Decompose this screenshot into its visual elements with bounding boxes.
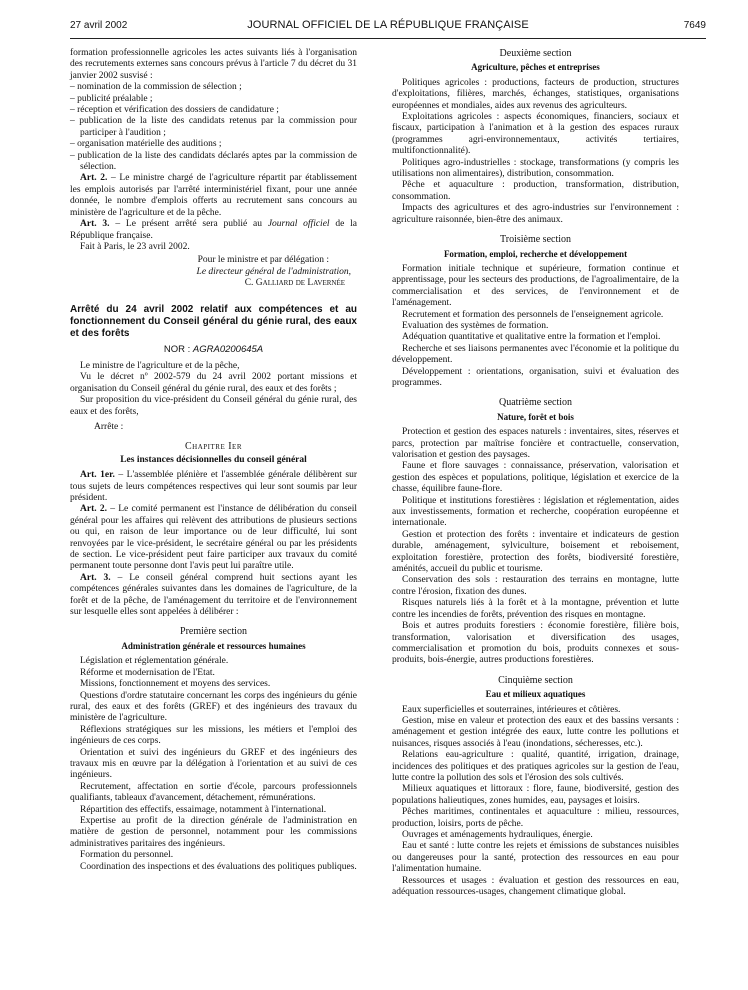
section-item: Recrutement et formation des personnels de l'enseignement agricole. (402, 309, 664, 320)
article-3-paragraph (70, 219, 357, 242)
page-header (70, 18, 706, 34)
article-1-paragraph (70, 470, 357, 504)
section-item: Pêche et aquaculture : production, transformation, distribution, consommation. (392, 180, 679, 202)
section-2-title: Agriculture, pêches et entreprises (471, 62, 600, 73)
header-rule (70, 38, 706, 39)
section-item: Faune et flore sauvages : connaissance, préservation, valorisation et gestion des espèces et populations, politique, législation et exercice de la chasse, équilibre faune-flore. (392, 461, 679, 495)
section-item: Coordination des inspections et des évaluations des politiques publiques. (80, 861, 357, 872)
header-journal-title: JOURNAL OFFICIEL DE LA RÉPUBLIQUE FRANÇAISE (247, 19, 529, 31)
section-item: Protection et gestion des espaces naturels : inventaires, sites, réserves et parcs, protection par maîtrise foncière et contractuelle, conservation, valorisation et gestion des paysages. (392, 427, 679, 460)
article-3-pre: – Le présent arrêté sera publié au (109, 219, 268, 230)
section-item: Formation initiale technique et supérieure, formation continue et apprentissage, pour les secteurs des productions, de l'agroalimentaire, de la commercialisation et des services, de l'environnement et de l'aménagement. (392, 263, 679, 309)
chapter-title: Les instances décisionnelles du conseil général (120, 454, 307, 465)
signature-name: C. Galliard de Lavernée (244, 278, 345, 289)
preamble (70, 361, 357, 418)
section-item: Impacts des agricultures et des agro-industries sur l'environnement : agriculture raisonnée, bien-être des animaux. (392, 203, 679, 225)
preamble-paragraph: Le ministre de l'agriculture et de la pêche, (80, 360, 240, 371)
section-item: Politiques agricoles : productions, facteurs de production, structures d'exploitations, filières, marchés, échanges, statistiques, organisations européennes et mondiales, aides aux revenus des agriculteurs. (392, 77, 679, 111)
section-item: Législation et réglementation générale. (80, 656, 229, 667)
section-item: Eau et santé : lutte contre les rejets et émissions de substances nuisibles ou dangereuses pour la santé, protection des ressources en eau pour l'alimentation humaine. (392, 841, 679, 875)
fait-a-paris: Fait à Paris, le 23 avril 2002. (80, 241, 190, 252)
section-item: Ouvrages et aménagements hydrauliques, énergie. (402, 830, 593, 840)
header-page-number: 7649 (683, 20, 706, 31)
section-item: Orientation et suivi des ingénieurs du GREF et des ingénieurs des travaux mis en œuvre par la délégation à l'orientation et au suivi de ces ingénieurs. (70, 747, 357, 781)
section-5-list (392, 705, 679, 899)
section-3-list (392, 264, 679, 389)
signature-line-1: Pour le ministre et par délégation : (197, 255, 329, 266)
arrete-verb: Arrête : (94, 421, 124, 432)
section-4-heading: Quatrième section (498, 397, 573, 409)
nor-reference (70, 344, 357, 355)
dash-list-item: – réception et vérification des dossiers de candidature ; (70, 105, 279, 116)
preamble-paragraph: Sur proposition du vice-président du Conseil général du génie rural, des eaux et des forêts, (70, 395, 357, 417)
section-3-title: Formation, emploi, recherche et développement (443, 248, 628, 259)
section-item: Gestion et protection des forêts : inventaire et indicateurs de gestion durable, aménagement, sylviculture, boisement et reboisement, exploitation forestière, protection des forêts, biodiversité forestière, aménités, accueil du public et tourisme. (392, 529, 679, 575)
journal-officiel-ref: Journal officiel (267, 219, 330, 230)
chapter-heading: Chapitre Ier (185, 441, 242, 453)
dash-list-item: – publication de la liste des candidats déclarés aptes par la commission de sélection. (70, 150, 357, 173)
section-2-list (392, 78, 679, 226)
section-item: Recherche et ses liaisons permanentes avec l'économie et la politique du développement. (392, 343, 679, 366)
right-column (392, 48, 679, 898)
intro-paragraph: formation professionnelle agricoles les actes suivants liés à l'organisation des recrutements externes sans concours prévus à l'article 7 du décret du 31 janvier 2002 susvisé : (70, 48, 357, 81)
section-item: Evaluation des systèmes de formation. (402, 320, 549, 331)
section-item: Bois et autres produits forestiers : économie forestière, filière bois, transformation, valorisation et diversification des usages, commercialisation et promotion du bois, produits connexes et sous-produits, bois-énergie, autres productions forestières. (392, 621, 679, 666)
article-2-label: Art. 2. (80, 173, 108, 184)
section-5-title: Eau et milieux aquatiques (485, 689, 586, 700)
article-2-text: – Le ministre chargé de l'agriculture répartit par établissement les emplois autorisés par l'arrêté interministériel fixant, pour une année donnée, le nombre d'emplois offerts au recrutement sans concours au ministère de l'agriculture et de la pêche. (70, 173, 357, 218)
section-item: Risques naturels liés à la forêt et à la montagne, prévention et lutte contre les incendies de forêts, prévention des risques en montagne. (392, 598, 679, 620)
section-item: Relations eau-agriculture : qualité, quantité, irrigation, drainage, incidences des politiques et des pratiques agricoles sur la gestion de l'eau, lutte contre la pollution des sols et l'érosion des sols cultivés. (392, 750, 679, 783)
signature-line-2: Le directeur général de l'administration, (196, 266, 351, 277)
section-item: Formation du personnel. (80, 850, 174, 861)
arrete-title: Arrêté du 24 avril 2002 relatif aux compétences et au fonctionnement du Conseil général du génie rural, des eaux et des forêts (70, 303, 357, 339)
preamble-paragraph: Vu le décret nº 2002-579 du 24 avril 2002 portant missions et organisation du Conseil général du génie rural, des eaux et des forêts ; (70, 372, 357, 394)
section-item: Répartition des effectifs, essaimage, notamment à l'international. (80, 804, 327, 815)
section-4-title: Nature, forêt et bois (497, 411, 574, 422)
section-item: Politiques agro-industrielles : stockage, transformations (y compris les utilisations non alimentaires), distribution, consommation. (392, 157, 679, 180)
dash-list-item: – organisation matérielle des auditions ; (70, 139, 222, 150)
dash-list-item: – publicité préalable ; (70, 93, 153, 104)
section-item: Gestion, mise en valeur et protection des eaux et des bassins versants : aménagement et gestion intégrée des eaux, lutte contre les pollutions et nuisances, risques associés à l'eau (inondations, sécheresses, etc.). (392, 715, 679, 749)
article-3b-text: – Le conseil général comprend huit sections ayant les compétences générales suivantes dans les domaines de l'agriculture, de la forêt et de la pêche, de l'aménagement du territoire et de l'environnement sur lesquelle elles sont appelées à délibérer : (70, 572, 357, 618)
section-item: Questions d'ordre statutaire concernant les corps des ingénieurs du génie rural, des eaux et des forêts (GREF) et des ingénieurs des travaux du ministère de l'agriculture. (70, 690, 357, 724)
section-item: Eaux superficielles et souterraines, intérieures et côtières. (402, 704, 621, 715)
article-2b-paragraph (70, 504, 357, 572)
dash-list-item: – nomination de la commission de sélection ; (70, 82, 242, 93)
article-2b-label: Art. 2. (80, 504, 107, 515)
section-1-list (70, 656, 357, 873)
section-item: Recrutement, affectation en sortie d'école, parcours professionnels qualifiants, tableaux d'avancement, détachement, rémunérations. (70, 781, 357, 804)
article-3-label: Art. 3. (80, 219, 110, 230)
nor-label: NOR : (163, 343, 193, 355)
section-item: Réforme et modernisation de l'Etat. (80, 667, 215, 678)
section-item: Conservation des sols : restauration des terrains en montagne, lutte contre l'érosion, fixation des dunes. (392, 575, 679, 597)
article-2b-text: – Le comité permanent est l'instance de délibération du conseil général pour les affaires qui relèvent des attributions de plusieurs sections ou qui, en raison de leur importance ou de leur difficulté, lui sont renvoyées par le vice-président, le secrétaire général ou par les présidents de section. Le vice-président peut faire participer aux travaux du comité permanent toute personne dont l'avis peut lui paraître utile. (70, 504, 357, 572)
section-item: Pêches maritimes, continentales et aquaculture : milieu, ressources, production, loisirs, ports de pêche. (392, 807, 679, 829)
section-item: Missions, fonctionnement et moyens des services. (80, 679, 271, 690)
section-4-list (392, 427, 679, 667)
nor-code: AGRA0200645A (192, 343, 264, 355)
section-item: Réflexions stratégiques sur les missions, les métiers et l'emploi des ingénieurs de ces corps. (70, 724, 357, 747)
section-5-heading: Cinquième section (498, 674, 573, 686)
section-1-heading: Première section (180, 626, 247, 638)
section-item: Expertise au profit de la direction générale de l'administration en matière de gestion de personnel, notamment pour les commissions administratives paritaires des ingénieurs. (70, 815, 357, 849)
article-3b-label: Art. 3. (80, 572, 111, 583)
article-3-post: de la République française. (70, 219, 357, 241)
section-item: Milieux aquatiques et littoraux : flore, faune, biodiversité, gestion des populations halieutiques, zones humides, eau, paysages et loisirs. (392, 784, 679, 806)
section-1-title: Administration générale et ressources humaines (121, 640, 306, 651)
section-3-heading: Troisième section (499, 234, 571, 246)
section-item: Exploitations agricoles : aspects économiques, financiers, sociaux et fiscaux, participation à l'animation et à la gestion des espaces ruraux (programmes agri-environnementaux, activités tertiaires, multifonctionnalité). (392, 112, 679, 157)
section-item: Politique et institutions forestières : législation et réglementation, aides aux investissements, formation et recherche, coopération européenne et internationale. (392, 495, 679, 529)
section-2-heading: Deuxième section (499, 48, 572, 59)
article-2-paragraph (70, 173, 357, 219)
section-item: Ressources et usages : évaluation et gestion des ressources en eau, adéquation ressources-usages, changement climatique global. (392, 875, 679, 898)
article-1-label: Art. 1er. (80, 470, 115, 481)
section-item: Développement : orientations, organisation, suivi et évaluation des programmes. (392, 366, 679, 388)
section-item: Adéquation quantitative et qualitative entre la formation et l'emploi. (402, 332, 661, 343)
header-date: 27 avril 2002 (70, 20, 128, 31)
article-3b-paragraph (70, 573, 357, 619)
left-column (70, 48, 357, 873)
dash-list-item: – publication de la liste des candidats retenus par la commission pour participer à l'audition ; (70, 116, 357, 138)
article-1-text: – L'assemblée plénière et l'assemblée générale délibèrent sur tous sujets de leurs compétences respectives qui leur sont soumis par leur président. (70, 470, 357, 503)
dash-list (70, 82, 357, 173)
